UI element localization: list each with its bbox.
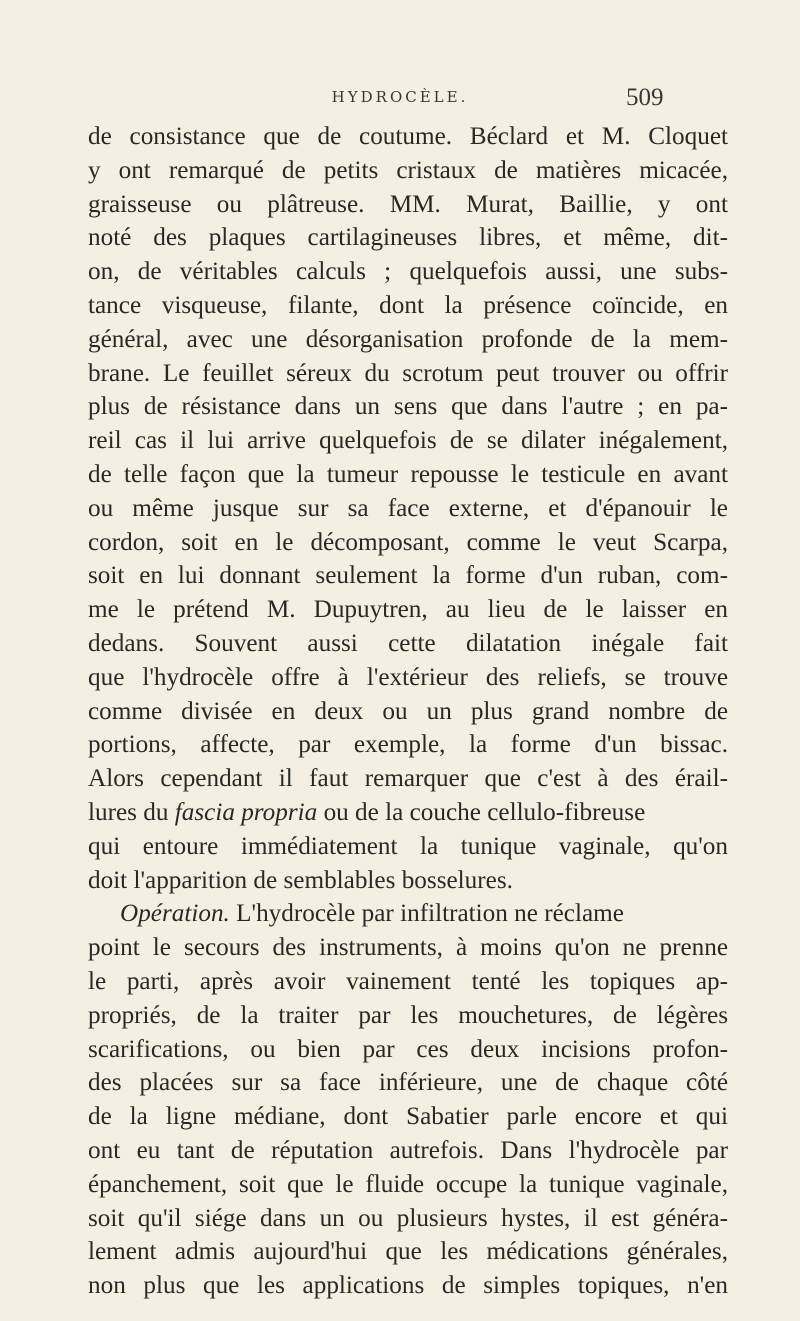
text-line: plus de résistance dans un sens que dans l'autre ; en pa- <box>88 393 728 421</box>
text-line: général, avec une désorganisation profonde de la mem- <box>88 325 728 353</box>
text-line: épanchement, soit que le fluide occupe la tunique vaginale, <box>88 1170 728 1198</box>
text-line: portions, affecte, par exemple, la forme d'un bissac. <box>88 731 728 759</box>
text-line: cordon, soit en le décomposant, comme le veut Scarpa, <box>88 528 728 556</box>
text-line: lement admis aujourd'hui que les médications générales, <box>88 1238 728 1266</box>
text-run: ou de la couche cellulo-fibreuse <box>317 798 646 826</box>
text-run: lures du <box>88 798 175 826</box>
text-line: comme divisée en deux ou un plus grand nombre de <box>88 697 728 725</box>
italic-term-fascia-propria: fascia propria <box>174 798 318 826</box>
text-line: non plus que les applications de simples topiques, n'en <box>88 1272 728 1300</box>
text-line: de telle façon que la tumeur repousse le testicule en avant <box>88 460 728 488</box>
text-line: soit en lui donnant seulement la forme d'un ruban, com- <box>88 562 728 590</box>
text-line: brane. Le feuillet séreux du scrotum peut trouver ou offrir <box>88 359 728 387</box>
text-line: reil cas il lui arrive quelquefois de se dilater inégalement, <box>88 427 728 455</box>
text-line: point le secours des instruments, à moins qu'on ne prenne <box>88 934 728 962</box>
text-line: on, de véritables calculs ; quelquefois aussi, une subs- <box>88 258 728 286</box>
text-line: ou même jusque sur sa face externe, et d'épanouir le <box>88 494 728 522</box>
running-head-title: HYDROCÈLE. <box>331 88 469 106</box>
text-line: propriés, de la traiter par les mouchetures, de légères <box>88 1001 728 1029</box>
text-line: soit qu'il siége dans un ou plusieurs hystes, il est généra- <box>88 1204 728 1232</box>
text-line-fascia <box>88 796 728 830</box>
text-line: des placées sur sa face inférieure, une de chaque côté <box>88 1069 728 1097</box>
text-line-paragraph-end: doit l'apparition de semblables bosselures. <box>88 866 513 894</box>
text-line: dedans. Souvent aussi cette dilatation inégale fait <box>88 629 728 657</box>
page-number: 509 <box>626 84 664 111</box>
text-line: de consistance que de coutume. Béclard et M. Cloquet <box>88 123 728 150</box>
text-line: de la ligne médiane, dont Sabatier parle encore et qui <box>88 1103 728 1131</box>
text-line: y ont remarqué de petits cristaux de matières micacée, <box>88 156 728 184</box>
text-line: scarifications, ou bien par ces deux incisions profon- <box>88 1035 728 1063</box>
text-line: me le prétend M. Dupuytren, au lieu de le laisser en <box>88 596 728 624</box>
text-line: tance visqueuse, filante, dont la présence coïncide, en <box>88 291 728 319</box>
running-head <box>0 84 800 124</box>
text-line-operation <box>88 897 728 931</box>
body-text <box>88 120 728 1303</box>
text-line: qui entoure immédiatement la tunique vaginale, qu'on <box>88 832 728 860</box>
section-heading-operation: Opération. <box>120 900 230 928</box>
text-line: noté des plaques cartilagineuses libres, et même, dit- <box>88 224 728 252</box>
text-line: ont eu tant de réputation autrefois. Dans l'hydrocèle par <box>88 1136 728 1164</box>
text-line: que l'hydrocèle offre à l'extérieur des reliefs, se trouve <box>88 663 728 691</box>
text-line: le parti, après avoir vainement tenté les topiques ap- <box>88 967 728 995</box>
text-run: L'hydrocèle par infiltration ne réclame <box>229 900 624 928</box>
text-line: Alors cependant il faut remarquer que c'est à des érail- <box>88 765 728 793</box>
text-line: graisseuse ou plâtreuse. MM. Murat, Baillie, y ont <box>88 190 728 218</box>
